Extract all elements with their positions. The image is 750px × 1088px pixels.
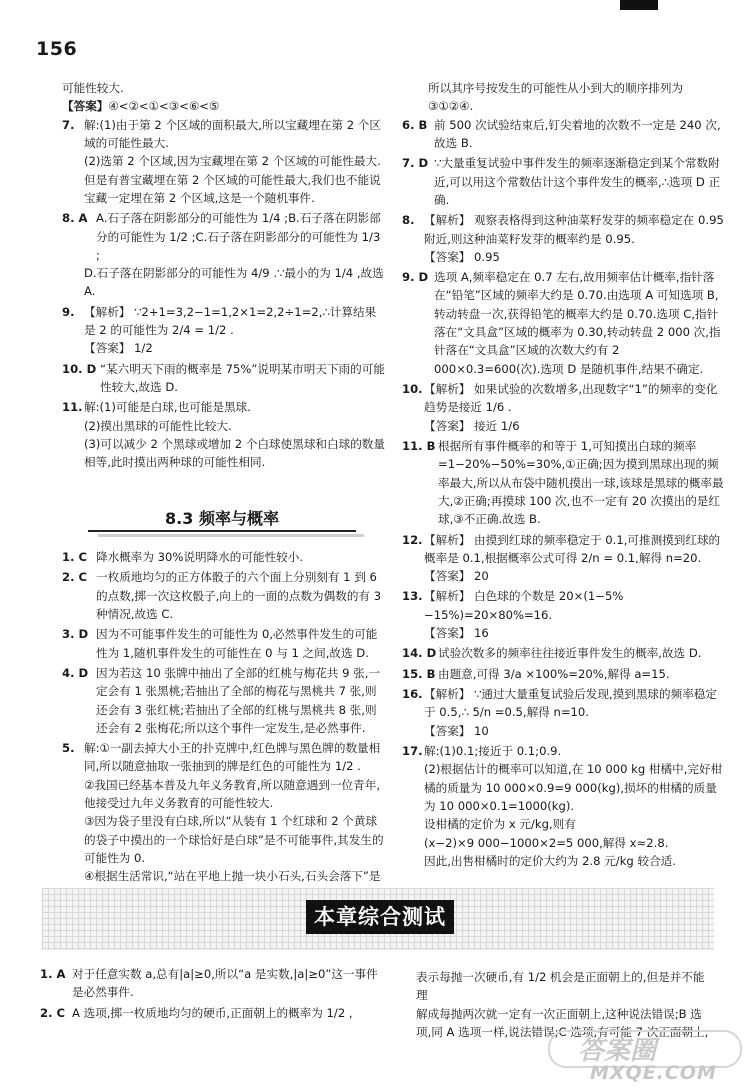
section-question-1 bbox=[62, 548, 386, 566]
left-column bbox=[62, 79, 386, 472]
section-heading bbox=[88, 506, 356, 532]
question-11 bbox=[62, 398, 386, 471]
question-8-right bbox=[402, 211, 724, 266]
question-16-right bbox=[402, 685, 724, 740]
solution-line: 根据所有事件概率的和等于 1,可知摸出白球的频率=1−20%−50%=30%,①正确;因为摸到黑球出现的频率最大,所以从布袋中随机摸出一球,该球是黑球的概率最大,②正确;再摸球 100 次,也不一定有 20 次摸出的是红球,③不正确.故选 B. bbox=[438, 438, 724, 527]
solution-line: (2)根据估计的概率可以知道,在 10 000 kg 柑橘中,完好柑橘的质量为 10 000×0.9=9 000(kg),损坏的柑橘的质量为 10 000×0.1=1000(kg). bbox=[424, 762, 723, 813]
solution-line: 选项 A,频率稳定在 0.7 左右,故用频率估计概率,指针落在“铅笔”区域的频率大约是 0.70.由选项 A 可知选项 B,转动转盘一次,获得铅笔的概率大约是 0.70.选项 C,指针落在“文具盒”区域的概率为 0.30,转动转盘 2 000 次,指针落在“文具盒”区域的次数大约有 2 000×0.3=600(次).选项 D 是随机事件,结果不确定. bbox=[434, 270, 721, 376]
question-10-right bbox=[402, 380, 724, 435]
section-question-3 bbox=[62, 625, 386, 662]
solution-line: ③因为袋子里没有白球,所以“从装有 1 个红球和 2 个黄球的袋子中摸出的一个球恰好是白球”是不可能事件,其发生的可能性为 0. bbox=[84, 814, 384, 865]
question-number: 12. bbox=[402, 532, 423, 547]
solution-line: 因为若这 10 张牌中抽出了全部的红桃与梅花共 9 张,一定会有 1 张黑桃;若抽出了全部的梅花与黑桃共 7 张,则还会有 3 张红桃;若抽出了全部的红桃与黑桃共 8 张,则还会有 2 张梅花;所以这个事件一定发生,是必然事件. bbox=[96, 665, 381, 735]
bottom-left-column bbox=[40, 965, 386, 1022]
solution-line: 一枚质地均匀的正方体骰子的六个面上分别刻有 1 到 6 的点数,掷一次这枚骰子,向上的一面的点数为偶数的有 3 种情况,故选 C. bbox=[96, 570, 382, 621]
solution-line: 解:(1)可能是白球,也可能是黑球. bbox=[84, 400, 251, 415]
analysis-line: 【解析】 由摸到红球的频率稳定于 0.1,可推测摸到红球的概率是 0.1,根据概率公式可得 2/n = 0.1,解得 n=20. bbox=[424, 532, 721, 565]
test-question-2 bbox=[40, 1004, 386, 1022]
test-question-1 bbox=[40, 965, 386, 1002]
watermark-title: 答案圈 bbox=[578, 1036, 657, 1066]
solution-line: (x−2)×9 000−1000×2=5 000,解得 x≈2.8. bbox=[424, 835, 669, 850]
analysis-line: 【解析】 如果试验的次数增多,出现数字“1”的频率的变化趋势是接近 1/6 . bbox=[424, 382, 718, 415]
solution-line: (2)摸出黑球的可能性比较大. bbox=[84, 418, 232, 433]
question-7-right bbox=[402, 154, 724, 209]
solution-line: ④根据生活常识,“站在平地上抛一块小石头,石头会落下”是 bbox=[84, 869, 381, 884]
answer-line: 【答案】 1/2 bbox=[84, 341, 153, 356]
question-number: 11. bbox=[62, 400, 83, 415]
solution-line: D.石子落在阴影部分的可能性为 4/9 .∵最小的为 1/4 ,故选 A. bbox=[84, 266, 384, 299]
question-number: 7. D bbox=[402, 156, 429, 171]
solution-line: 解:(1)由于第 2 个区域的面积最大,所以宝藏埋在第 2 个区域的可能性最大. bbox=[84, 117, 381, 150]
question-number: 6. B bbox=[402, 117, 428, 132]
question-number: 8. bbox=[402, 213, 415, 228]
question-13-right bbox=[402, 587, 724, 642]
question-number: 4. D bbox=[62, 665, 89, 680]
solution-line: (2)选第 2 个区域,因为宝藏埋在第 2 个区域的可能性最大.但是有普宝藏埋在第 2 个区域的可能性最大,我们也不能说宝藏一定埋在第 2 个区域,这是一个随机事件. bbox=[84, 154, 381, 205]
continued-answer bbox=[62, 97, 386, 115]
question-number: 2. C bbox=[40, 1005, 66, 1020]
page-number: 156 bbox=[36, 38, 78, 60]
question-15-right bbox=[402, 665, 724, 683]
question-number: 15. B bbox=[402, 666, 436, 681]
question-number: 8. A bbox=[62, 211, 88, 226]
question-number: 13. bbox=[402, 589, 423, 604]
solution-line: A.石子落在阴影部分的可能性为 1/4 ;B.石子落在阴影部分的可能性为 1/2 ;C.石子落在阴影部分的可能性为 1/3 ; bbox=[96, 211, 381, 262]
solution-line: 因此,出售柑橘时的定价大约为 2.8 元/kg 较合适. bbox=[424, 853, 676, 868]
analysis-line: 【解析】 观察表格得到这种油菜籽发芽的频率稳定在 0.95 附近,则这种油菜籽发芽的概率约是 0.95. bbox=[424, 213, 724, 246]
analysis-line: 【解析】 ∵2+1=3,2−1=1,2×1=2,2÷1=2,∴计算结果是 2 的可能性为 2/4 = 1/2 . bbox=[84, 304, 377, 338]
solution-line: 试验次数多的频率往往接近事件发生的概率,故选 D. bbox=[438, 646, 702, 661]
continued-line: 所以其序号按发生的可能性从小到大的顺序排列为③①②④. bbox=[428, 81, 684, 114]
solution-line: 降水概率为 30%说明降水的可能性较小. bbox=[96, 550, 304, 564]
solution-line: 由题意,可得 3/a ×100%=20%,解得 a=15. bbox=[438, 666, 670, 681]
question-number: 2. C bbox=[62, 570, 88, 585]
question-12-right bbox=[402, 531, 724, 586]
continued-line: 可能性较大. bbox=[62, 81, 124, 95]
answer-line: 【答案】 16 bbox=[424, 626, 489, 641]
watermark-logo bbox=[548, 1030, 744, 1084]
left-column-section bbox=[62, 548, 386, 904]
analysis-line: 【解析】 白色球的个数是 20×(1−5%−15%)=20×80%=16. bbox=[424, 589, 624, 622]
question-14-right bbox=[402, 644, 724, 662]
solution-line: 对于任意实数 a,总有|a|≥0,所以“a 是实数,|a|≥0”这一事件是必然事件. bbox=[72, 967, 378, 1000]
top-edge-mark bbox=[620, 0, 658, 10]
chapter-test-title: 本章综合测试 bbox=[306, 900, 454, 934]
question-number: 5. bbox=[62, 741, 75, 756]
section-underline bbox=[88, 530, 356, 532]
answer-line: 【答案】 0.95 bbox=[424, 249, 500, 264]
question-number: 1. C bbox=[62, 550, 88, 564]
section-question-4 bbox=[62, 664, 386, 737]
question-10 bbox=[62, 360, 386, 397]
question-9-right bbox=[402, 268, 724, 378]
question-17-right bbox=[402, 742, 724, 870]
section-underline-shadow bbox=[98, 534, 364, 537]
right-column bbox=[402, 79, 724, 870]
answer-tag: 【答案】 bbox=[62, 99, 109, 114]
solution-line: 因为不可能事件发生的可能性为 0,必然事件发生的可能性为 1,随机事件发生的可能性在 0 与 1 之间,故选 D. bbox=[96, 627, 378, 660]
question-number: 14. D bbox=[402, 646, 437, 661]
section-question-5 bbox=[62, 739, 386, 904]
question-number: 3. D bbox=[62, 627, 89, 642]
solution-line: 解:(1)0.1;接近于 0.1;0.9. bbox=[424, 743, 562, 758]
question-number: 16. bbox=[402, 687, 423, 701]
solution-line: 设柑橘的定价为 x 元/kg,则有 bbox=[424, 817, 576, 832]
question-11-right bbox=[402, 437, 724, 529]
solution-line: A 选项,掷一枚质地均匀的硬币,正面朝上的概率为 1/2 , bbox=[72, 1005, 353, 1020]
answer-line: 【答案】 接近 1/6 bbox=[424, 418, 520, 433]
question-8 bbox=[62, 209, 386, 301]
question-number: 1. A bbox=[40, 967, 66, 981]
question-number: 11. B bbox=[402, 438, 436, 453]
question-number: 9. bbox=[62, 304, 75, 319]
solution-line: 前 500 次试验结束后,钉尖着地的次数不一定是 240 次,故选 B. bbox=[434, 117, 721, 150]
answer-value: ④<②<①<③<⑥<⑤ bbox=[108, 99, 220, 114]
solution-line: “某六明天下雨的概率是 75%”说明某市明天下雨的可能性较大,故选 D. bbox=[100, 361, 385, 394]
section-title: 8.3 频率与概率 bbox=[165, 509, 279, 528]
solution-line: (3)可以减少 2 个黑球或增加 2 个白球使黑球和白球的数量相等,此时摸出两种球的可能性相同. bbox=[84, 436, 385, 470]
section-question-2 bbox=[62, 568, 386, 623]
question-number: 10. D bbox=[62, 361, 97, 376]
question-number: 7. bbox=[62, 117, 75, 132]
solution-line: ∵大量重复试验中事件发生的频率逐渐稳定到某个常数附近,可以用这个常数估计这个事件发生的概率,∴选项 D 正确. bbox=[434, 156, 721, 207]
solution-line: ②我国已经基本普及九年义务教育,所以随意遇到一位青年,他接受过九年义务教育的可能性较大. bbox=[84, 777, 381, 811]
question-9 bbox=[62, 303, 386, 358]
question-number: 17. bbox=[402, 743, 423, 758]
watermark-domain: MXQE.COM bbox=[590, 1062, 717, 1084]
solution-line: 表示每抛一次硬币,有 1/2 机会是正面朝上的,但是并不能理 bbox=[416, 970, 705, 1003]
question-7 bbox=[62, 116, 386, 208]
analysis-line: 【解析】 ∵通过大量重复试验后发现,摸到黑球的频率稳定于 0.5,∴ 5/n =0.5,解得 n=10. bbox=[424, 687, 717, 720]
question-6 bbox=[402, 116, 724, 153]
solution-line: 解:①一副去掉大小王的扑克牌中,红色牌与黑色牌的数量相同,所以随意抽取一张抽到的牌是红色的可能性为 1/2 . bbox=[84, 741, 381, 774]
answer-line: 【答案】 20 bbox=[424, 569, 489, 584]
question-number: 10. bbox=[402, 382, 423, 396]
question-number: 9. D bbox=[402, 270, 429, 285]
answer-line: 【答案】 10 bbox=[424, 723, 489, 738]
solution-line: 解成每抛两次就一定有一次正面朝上,这种说法错误;B 选项,同 A 选项一样,说法错误;C 选项,有可能 7 次正面朝上, bbox=[416, 1006, 709, 1039]
